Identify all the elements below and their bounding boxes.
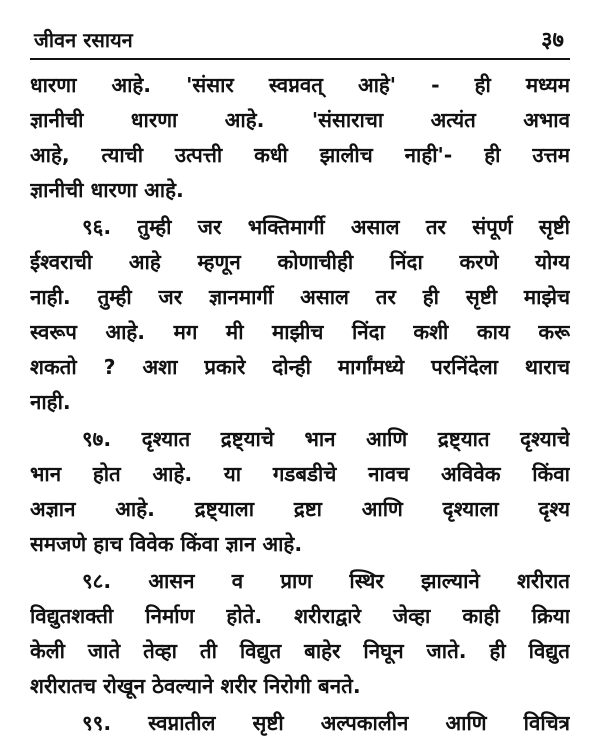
text-line: ९९. स्वप्नातील सृष्टी अल्पकालीन आणि विचित्र: [82, 711, 570, 735]
text-line: नाही. तुम्ही जर ज्ञानमार्गी असाल तर ही सृष्टी माझेच: [30, 285, 570, 309]
text-line: ९६. तुम्ही जर भक्तिमार्गी असाल तर संपूर्ण सृष्टी: [82, 215, 570, 239]
text-line: विद्युतशक्ती निर्माण होते. शरीराद्वारे जेव्हा काही क्रिया: [30, 604, 570, 628]
paragraph-99: [30, 706, 570, 741]
page-body: [30, 68, 570, 741]
paragraph-98: [30, 564, 570, 704]
text-line: भान होत आहे. या गडबडीचे नावच अविवेक किंवा: [30, 462, 570, 486]
running-title: जीवन रसायन: [34, 28, 133, 52]
text-line: अज्ञान आहे. द्रष्ट्याला द्रष्टा आणि दृश्याला दृश्य: [30, 497, 570, 521]
text-line: स्वरूप आहे. मग मी माझीच निंदा कशी काय करू: [30, 320, 570, 344]
text-line: ज्ञानीची धारणा आहे.: [30, 178, 184, 202]
text-line: ९७. दृश्यात द्रष्ट्याचे भान आणि द्रष्ट्यात दृश्याचे: [82, 427, 570, 451]
page-number: ३७: [541, 28, 564, 53]
paragraph-96: [30, 210, 570, 420]
text-line: धारणा आहे. 'संसार स्वप्नवत् आहे' - ही मध्यम: [30, 73, 570, 97]
text-line: शकतो ? अशा प्रकारे दोन्ही मार्गांमध्ये परनिंदेला थाराच: [30, 355, 570, 379]
page-header: [30, 22, 570, 60]
text-line: नाही.: [30, 390, 71, 414]
text-line: आहे, त्याची उत्पत्ती कधी झालीच नाही'- ही उत्तम: [30, 143, 570, 167]
paragraph-97: [30, 422, 570, 562]
text-line: शरीरातच रोखून ठेवल्याने शरीर निरोगी बनते.: [30, 674, 361, 698]
text-line: केली जाते तेव्हा ती विद्युत बाहेर निघून जाते. ही विद्युत: [30, 639, 570, 663]
text-line: ९८. आसन व प्राण स्थिर झाल्याने शरीरात: [82, 569, 570, 593]
text-line: समजणे हाच विवेक किंवा ज्ञान आहे.: [30, 532, 303, 556]
paragraph-continuation: [30, 68, 570, 208]
text-line: ईश्वराची आहे म्हणून कोणाचीही निंदा करणे योग्य: [30, 250, 570, 274]
text-line: ज्ञानीची धारणा आहे. 'संसाराचा अत्यंत अभाव: [30, 108, 570, 132]
